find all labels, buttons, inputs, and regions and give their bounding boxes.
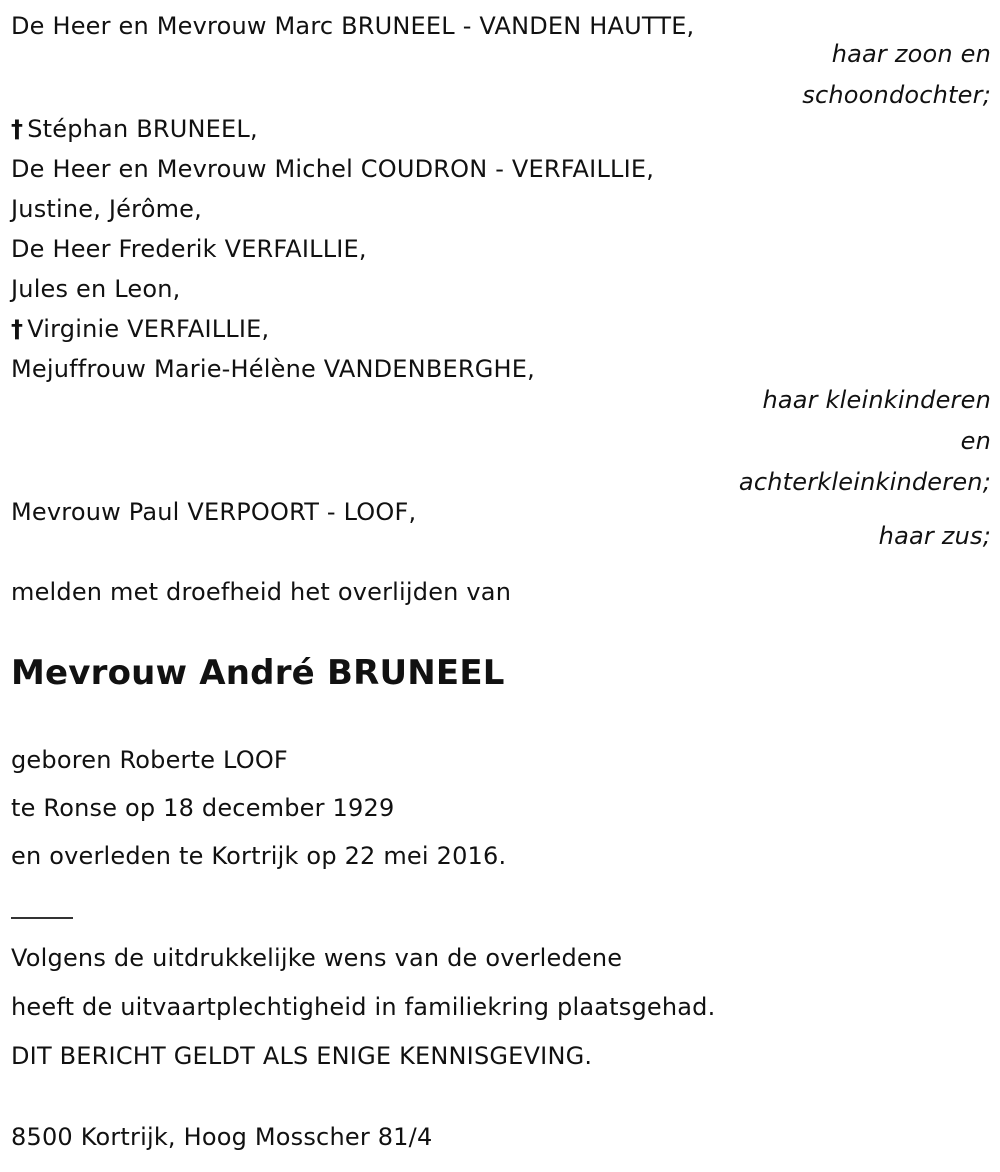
grandchild-line	[11, 109, 991, 149]
grandchild-name: Stéphan BRUNEEL,	[27, 115, 258, 143]
grandchild-line	[11, 229, 991, 269]
son-relation-1: haar zoon en	[831, 40, 991, 68]
grandchild-name: Virginie VERFAILLIE,	[27, 315, 270, 343]
sister-name: Mevrouw Paul VERPOORT - LOOF,	[11, 498, 417, 526]
grandchild-line	[11, 269, 991, 309]
grandchild-name: Justine, Jérôme,	[11, 195, 202, 223]
son-block	[11, 6, 991, 115]
closing-line-1: Volgens de uitdrukkelijke wens van de overledene	[11, 944, 623, 972]
grandchild-name: Jules en Leon,	[11, 275, 181, 303]
sister-block	[11, 492, 991, 556]
separator-line	[11, 917, 73, 919]
birth-info: te Ronse op 18 december 1929	[11, 794, 395, 822]
grandchildren-block	[11, 109, 991, 502]
closing-block	[11, 934, 991, 1081]
grandchild-name: De Heer en Mevrouw Michel COUDRON - VERFAILLIE,	[11, 155, 655, 183]
announcement-text: melden met droefheid het overlijden van	[11, 578, 512, 606]
cross-icon: †	[11, 315, 24, 343]
sister-relation: haar zus;	[878, 522, 991, 550]
cross-icon: †	[11, 115, 24, 143]
grandchild-line	[11, 189, 991, 229]
born-name: geboren Roberte LOOF	[11, 746, 288, 774]
grandchildren-relation-2: en	[960, 427, 991, 455]
grandchild-name: Mejuffrouw Marie-Hélène VANDENBERGHE,	[11, 355, 535, 383]
grandchild-line	[11, 309, 991, 349]
grandchild-line	[11, 149, 991, 189]
address: 8500 Kortrijk, Hoog Mosscher 81/4	[11, 1123, 433, 1151]
son-relation-2: schoondochter;	[802, 81, 991, 109]
grandchildren-relation-3: achterkleinkinderen;	[738, 468, 991, 496]
deceased-name: Mevrouw André BRUNEEL	[11, 653, 505, 693]
grandchildren-relation-1: haar kleinkinderen	[762, 386, 991, 414]
closing-line-3: DIT BERICHT GELDT ALS ENIGE KENNISGEVING.	[11, 1042, 593, 1070]
deceased-details	[11, 736, 991, 880]
closing-line-2: heeft de uitvaartplechtigheid in familiekring plaatsgehad.	[11, 993, 716, 1021]
son-couple: De Heer en Mevrouw Marc BRUNEEL - VANDEN HAUTTE,	[11, 12, 695, 40]
death-info: en overleden te Kortrijk op 22 mei 2016.	[11, 842, 507, 870]
grandchild-name: De Heer Frederik VERFAILLIE,	[11, 235, 367, 263]
